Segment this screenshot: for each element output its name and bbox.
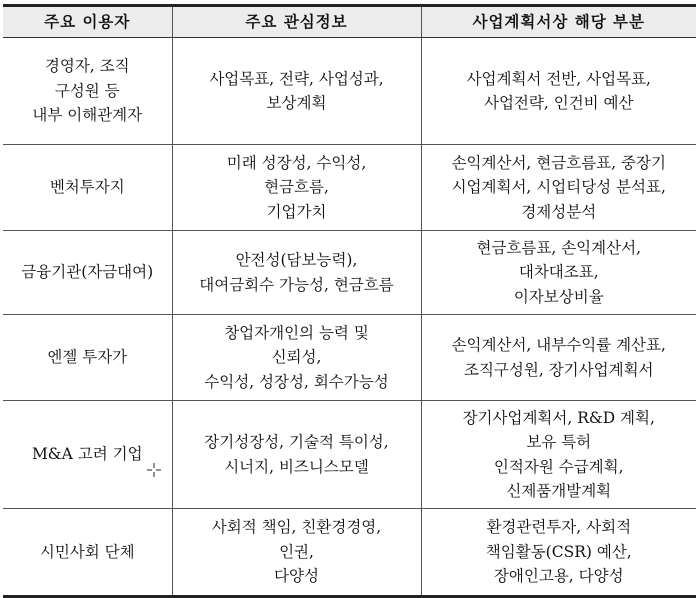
interest-cell	[172, 231, 421, 315]
table-wrapper	[3, 4, 696, 598]
cell-line: 이자보상비율	[513, 287, 604, 306]
cell-line: 장기사업계획서, R&D 계획,	[462, 408, 655, 427]
cell-line: 경제성분석	[521, 202, 597, 221]
header-section: 사업계획서상 해당 부분	[421, 6, 696, 38]
cell-line: 사회적 책임, 친환경경영,	[211, 518, 382, 537]
section-cell	[421, 145, 696, 231]
cell-line: 사업전략, 인건비 예산	[483, 94, 634, 112]
cell-line: 창업자개인의 능력 및	[224, 323, 369, 342]
table-row	[3, 231, 696, 315]
user-cell	[3, 231, 172, 315]
cell-line: 신제품개발계획	[506, 482, 612, 500]
cell-line: 신뢰성,	[271, 348, 322, 367]
table-row	[3, 145, 696, 231]
cell-line: 손익계산서, 현금흐름표, 중장기	[451, 153, 666, 172]
cell-line: 내부 이해관계자	[32, 106, 143, 125]
table-row	[3, 401, 696, 509]
header-row	[3, 6, 696, 38]
cell-line: 기업가치	[266, 202, 327, 221]
cell-line: 시너지, 비즈니스모델	[224, 457, 369, 476]
cell-line: M&A 고려 기업	[31, 445, 143, 464]
cell-line: 인권,	[279, 542, 314, 561]
cell-line: 조직구성원, 장기사업계획서	[463, 360, 654, 379]
section-cell	[421, 315, 696, 401]
cell-line: 벤처투자지	[49, 178, 125, 197]
interest-cell	[172, 401, 421, 509]
section-cell	[421, 401, 696, 509]
header-interest: 주요 관심정보	[172, 6, 421, 38]
cell-line: 현금흐름,	[264, 178, 329, 197]
section-cell	[421, 509, 696, 597]
header-user: 주요 이용자	[3, 6, 172, 38]
table-row	[3, 38, 696, 145]
cell-line: 구성원 등	[54, 81, 120, 100]
section-cell	[421, 38, 696, 145]
cell-line: 사업목표, 전략, 사업성과,	[209, 69, 384, 88]
cell-line: 장기성장성, 기술적 특이성,	[204, 433, 389, 451]
user-cell	[3, 38, 172, 145]
cell-line: 대여금회수 가능성, 현금흐름	[199, 275, 394, 294]
interest-cell	[172, 38, 421, 145]
interest-cell	[172, 509, 421, 597]
cell-line: 안전성(담보능력),	[235, 251, 358, 269]
user-cell	[3, 401, 172, 509]
interest-cell	[172, 315, 421, 401]
user-cell	[3, 509, 172, 597]
cell-line: 다양성	[274, 567, 319, 586]
cell-line: 현금흐름표, 손익계산서,	[476, 238, 641, 257]
section-cell	[421, 231, 696, 315]
cell-line: 시업계획서, 시업티당성 분석표,	[451, 178, 666, 197]
cell-line: 보상계획	[266, 94, 327, 112]
cell-line: 인적자원 수급계획,	[493, 457, 624, 476]
interest-cell	[172, 145, 421, 231]
cell-line: 미래 성장성, 수익성,	[226, 153, 367, 172]
crosshair-cursor-icon	[147, 462, 161, 476]
table-row	[3, 315, 696, 401]
table-row	[3, 509, 696, 597]
cell-line: 책임활동(CSR) 예산,	[485, 542, 632, 561]
cell-line: 대차대조표,	[518, 263, 599, 282]
user-cell	[3, 145, 172, 231]
cell-line: 보유 특허	[526, 433, 592, 451]
info-users-table	[3, 4, 696, 598]
cell-line: 시민사회 단체	[39, 542, 135, 561]
cell-line: 환경관련투자, 사회적	[486, 518, 632, 537]
cell-line: 사업계획서 전반, 사업목표,	[466, 69, 651, 88]
cell-line: 금융기관(자금대여)	[21, 263, 154, 282]
cell-line: 수익성, 성장성, 회수가능성	[204, 372, 389, 391]
cell-line: 경영자, 조직	[44, 57, 130, 76]
cell-line: 엔젤 투자가	[47, 348, 128, 367]
cell-line: 장애인고용, 다양성	[493, 567, 624, 586]
cell-line: 손익계산서, 내부수익률 계산표,	[451, 336, 666, 354]
user-cell	[3, 315, 172, 401]
